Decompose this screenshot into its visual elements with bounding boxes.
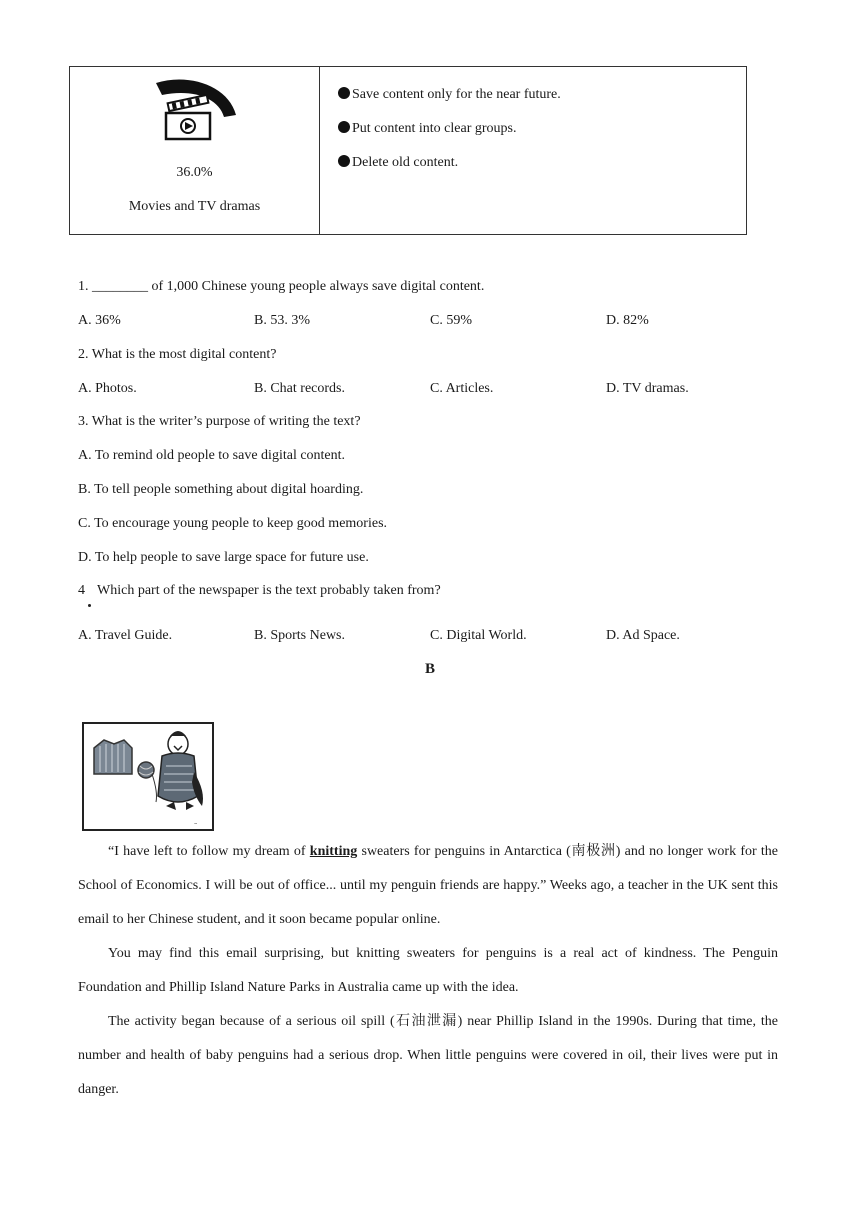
q2-option-a[interactable]: A. Photos. bbox=[78, 381, 137, 396]
question-4-dot bbox=[88, 604, 91, 607]
q3-option-d[interactable]: D. To help people to save large space for future use. bbox=[78, 550, 369, 565]
category-cell bbox=[70, 67, 319, 234]
tip-1: Save content only for the near future. bbox=[338, 87, 561, 103]
percent-value: 36.0% bbox=[176, 165, 213, 180]
bullet-icon bbox=[338, 121, 350, 133]
table-divider bbox=[319, 67, 320, 234]
infographic-table bbox=[69, 66, 747, 235]
q2-option-d[interactable]: D. TV dramas. bbox=[606, 381, 689, 396]
q3-option-b[interactable]: B. To tell people something about digital hoarding. bbox=[78, 482, 364, 497]
q1-option-c[interactable]: C. 59% bbox=[430, 313, 472, 328]
q4-option-a[interactable]: A. Travel Guide. bbox=[78, 628, 173, 643]
bullet-icon bbox=[338, 87, 350, 99]
svg-text:~: ~ bbox=[194, 821, 198, 826]
question-3-stem: 3. What is the writer’s purpose of writing the text? bbox=[78, 414, 361, 429]
tip-3: Delete old content. bbox=[338, 155, 458, 171]
q4-option-c[interactable]: C. Digital World. bbox=[430, 628, 527, 643]
bullet-icon bbox=[338, 155, 350, 167]
q4-option-d[interactable]: D. Ad Space. bbox=[606, 628, 680, 643]
question-4-number: 4 bbox=[78, 583, 85, 598]
paragraph-2: You may find this email surprising, but knitting sweaters for penguins is a real act of kindness. The Penguin Foundation and Phillip Island Nature Parks in Australia came up with the idea. bbox=[78, 946, 778, 995]
q1-option-d[interactable]: D. 82% bbox=[606, 313, 649, 328]
question-4-stem: Which part of the newspaper is the text probably taken from? bbox=[97, 583, 441, 598]
question-2-stem: 2. What is the most digital content? bbox=[78, 347, 277, 362]
section-title: B bbox=[424, 661, 435, 677]
movie-clapper-icon bbox=[148, 75, 240, 145]
q1-option-b[interactable]: B. 53. 3% bbox=[254, 313, 310, 328]
q4-option-b[interactable]: B. Sports News. bbox=[254, 628, 346, 643]
tip-2: Put content into clear groups. bbox=[338, 121, 516, 137]
paragraph-3: The activity began because of a serious oil spill (石油泄漏) near Phillip Island in the 1990s. During that time, the number and health of baby penguins had a serious drop. When little penguins were covered in oil, their lives were put in danger. bbox=[78, 1014, 778, 1097]
q3-option-c[interactable]: C. To encourage young people to keep good memories. bbox=[78, 516, 388, 531]
keyword-knitting: knitting bbox=[309, 844, 358, 859]
knitting-penguin-illustration bbox=[82, 722, 214, 831]
q3-option-a[interactable]: A. To remind old people to save digital content. bbox=[78, 448, 346, 463]
question-1-stem: 1. ________ of 1,000 Chinese young people always save digital content. bbox=[78, 279, 485, 294]
paragraph-1: “I have left to follow my dream of knitting sweaters for penguins in Antarctica (南极洲) and no longer work for the School of Economics. I will be out of office... until my penguin friends are happy.” Weeks ago, a teacher in the UK sent this email to her Chinese student, and it soon became popular online. bbox=[78, 844, 778, 927]
q1-option-a[interactable]: A. 36% bbox=[78, 313, 121, 328]
category-label: Movies and TV dramas bbox=[128, 199, 261, 214]
q2-option-c[interactable]: C. Articles. bbox=[430, 381, 494, 396]
q2-option-b[interactable]: B. Chat records. bbox=[254, 381, 345, 396]
